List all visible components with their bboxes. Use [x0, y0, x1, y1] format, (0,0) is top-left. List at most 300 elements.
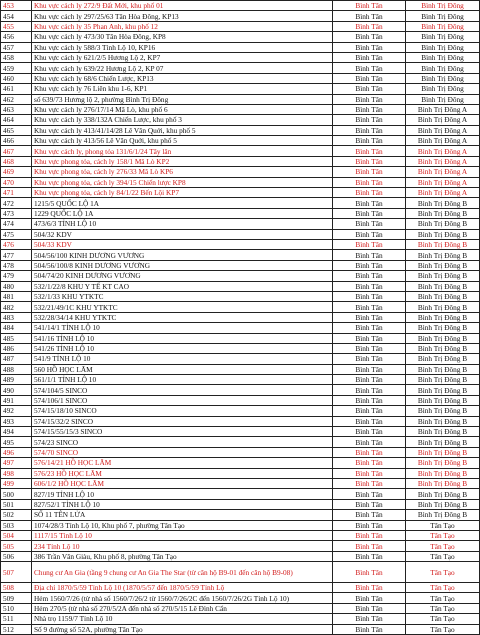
district-cell: Bình Tân	[333, 385, 406, 395]
district-cell: Bình Tân	[333, 188, 406, 198]
address-cell: Khu vực cách ly 413/56 Lê Văn Quới, khu phố 5	[32, 136, 333, 146]
row-number-cell: 496	[1, 447, 32, 457]
row-number-cell: 476	[1, 239, 32, 249]
row-number-cell: 487	[1, 354, 32, 364]
row-number-cell: 511	[1, 614, 32, 624]
row-number-cell: 483	[1, 312, 32, 322]
table-row	[1, 146, 480, 156]
district-cell: Bình Tân	[333, 52, 406, 62]
district-cell: Bình Tân	[333, 104, 406, 114]
district-cell: Bình Tân	[333, 260, 406, 270]
district-cell: Bình Tân	[333, 614, 406, 624]
district-cell: Bình Tân	[333, 291, 406, 301]
table-row	[1, 458, 480, 468]
row-number-cell: 469	[1, 167, 32, 177]
row-number-cell: 485	[1, 333, 32, 343]
address-cell: 574/70 SINCO	[32, 447, 333, 457]
ward-cell: Tân Tạo	[406, 603, 480, 613]
table-row	[1, 603, 480, 613]
ward-cell: Bình Trị Đông A	[406, 104, 480, 114]
district-cell: Bình Tân	[333, 198, 406, 208]
row-number-cell: 459	[1, 63, 32, 73]
address-cell: Khu vực cách ly 76 Liên khu 1-6, KP1	[32, 84, 333, 94]
row-number-cell: 504	[1, 530, 32, 540]
ward-cell: Tân Tạo	[406, 530, 480, 540]
table-row	[1, 551, 480, 561]
table-row	[1, 260, 480, 270]
ward-cell: Tân Tạo	[406, 562, 480, 583]
table-row	[1, 115, 480, 125]
table-row	[1, 177, 480, 187]
address-cell: 1229 QUỐC LỘ 1A	[32, 208, 333, 218]
ward-cell: Bình Trị Đông	[406, 84, 480, 94]
district-cell: Bình Tân	[333, 73, 406, 83]
table-row	[1, 499, 480, 509]
ward-cell: Tân Tạo	[406, 624, 480, 634]
ward-cell: Bình Trị Đông B	[406, 239, 480, 249]
ward-cell: Tân Tạo	[406, 583, 480, 593]
row-number-cell: 466	[1, 136, 32, 146]
ward-cell: Tân Tạo	[406, 541, 480, 551]
address-cell: 532/28/34/14 KHU YTKTC	[32, 312, 333, 322]
ward-cell: Bình Trị Đông	[406, 11, 480, 21]
district-cell: Bình Tân	[333, 250, 406, 260]
district-cell: Bình Tân	[333, 447, 406, 457]
table-row	[1, 562, 480, 583]
district-cell: Bình Tân	[333, 312, 406, 322]
table-row	[1, 406, 480, 416]
table-row	[1, 364, 480, 374]
table-row	[1, 281, 480, 291]
row-number-cell: 493	[1, 416, 32, 426]
row-number-cell: 509	[1, 593, 32, 603]
table-row	[1, 437, 480, 447]
ward-cell: Tân Tạo	[406, 551, 480, 561]
address-cell: 827/52/1 TỈNH LỘ 10	[32, 499, 333, 509]
address-cell: Khu vực cách ly 68/6 Chiến Lược, KP13	[32, 73, 333, 83]
ward-cell: Bình Trị Đông	[406, 73, 480, 83]
table-row	[1, 541, 480, 551]
ward-cell: Bình Trị Đông B	[406, 198, 480, 208]
ward-cell: Bình Trị Đông	[406, 1, 480, 11]
ward-cell: Bình Trị Đông B	[406, 510, 480, 520]
table-row	[1, 125, 480, 135]
address-cell: Nhà trọ 1159/7 Tỉnh Lộ 10	[32, 614, 333, 624]
address-cell: Địa chỉ 1870/5/59 Tỉnh Lộ 10 (1870/5/57 đến 1870/5/59 Tỉnh Lộ	[32, 583, 333, 593]
address-cell: 541/14/1 TỈNH LỘ 10	[32, 323, 333, 333]
table-row	[1, 343, 480, 353]
district-cell: Bình Tân	[333, 364, 406, 374]
row-number-cell: 506	[1, 551, 32, 561]
row-number-cell: 463	[1, 104, 32, 114]
row-number-cell: 512	[1, 624, 32, 634]
row-number-cell: 505	[1, 541, 32, 551]
address-cell: 541/16 TỈNH LỘ 10	[32, 333, 333, 343]
ward-cell: Bình Trị Đông B	[406, 364, 480, 374]
address-cell: 541/26 TỈNH LỘ 10	[32, 343, 333, 353]
table-row	[1, 427, 480, 437]
address-cell: 504/56/100 KINH DƯƠNG VƯƠNG	[32, 250, 333, 260]
table-row	[1, 416, 480, 426]
district-cell: Bình Tân	[333, 551, 406, 561]
ward-cell: Bình Trị Đông B	[406, 427, 480, 437]
ward-cell: Bình Trị Đông B	[406, 416, 480, 426]
table-row	[1, 593, 480, 603]
row-number-cell: 457	[1, 42, 32, 52]
address-cell: Khu vực cách ly 621/2/5 Hương Lộ 2, KP7	[32, 52, 333, 62]
row-number-cell: 478	[1, 260, 32, 270]
row-number-cell: 471	[1, 188, 32, 198]
address-cell: 504/32 KDV	[32, 229, 333, 239]
row-number-cell: 480	[1, 281, 32, 291]
district-cell: Bình Tân	[333, 406, 406, 416]
address-cell: Hẻm 270/5 (từ nhà số 270/5/2A đến nhà số 270/5/15 Lê Đình Cẩn	[32, 603, 333, 613]
row-number-cell: 498	[1, 468, 32, 478]
table-row	[1, 1, 480, 11]
address-cell: 532/21/49/1C KHU YTKTC	[32, 302, 333, 312]
ward-cell: Bình Trị Đông	[406, 94, 480, 104]
ward-cell: Bình Trị Đông B	[406, 229, 480, 239]
row-number-cell: 467	[1, 146, 32, 156]
district-cell: Bình Tân	[333, 84, 406, 94]
row-number-cell: 486	[1, 343, 32, 353]
address-cell: Số 9 đường số 52A, phường Tân Tạo	[32, 624, 333, 634]
row-number-cell: 473	[1, 208, 32, 218]
row-number-cell: 492	[1, 406, 32, 416]
ward-cell: Bình Trị Đông	[406, 42, 480, 52]
ward-cell: Bình Trị Đông B	[406, 354, 480, 364]
ward-cell: Bình Trị Đông B	[406, 291, 480, 301]
ward-cell: Bình Trị Đông B	[406, 395, 480, 405]
table-row	[1, 208, 480, 218]
ward-cell: Bình Trị Đông B	[406, 478, 480, 488]
row-number-cell: 501	[1, 499, 32, 509]
address-cell: Khu vực cách ly 297/25/63 Tân Hòa Đông, KP13	[32, 11, 333, 21]
ward-cell: Bình Trị Đông B	[406, 489, 480, 499]
ward-cell: Bình Trị Đông B	[406, 312, 480, 322]
row-number-cell: 508	[1, 583, 32, 593]
ward-cell: Bình Trị Đông A	[406, 136, 480, 146]
ward-cell: Bình Trị Đông A	[406, 146, 480, 156]
row-number-cell: 475	[1, 229, 32, 239]
district-cell: Bình Tân	[333, 302, 406, 312]
district-cell: Bình Tân	[333, 427, 406, 437]
table-row	[1, 239, 480, 249]
table-row	[1, 94, 480, 104]
district-cell: Bình Tân	[333, 593, 406, 603]
row-number-cell: 464	[1, 115, 32, 125]
row-number-cell: 470	[1, 177, 32, 187]
table-row	[1, 32, 480, 42]
ward-cell: Bình Trị Đông A	[406, 177, 480, 187]
district-cell: Bình Tân	[333, 499, 406, 509]
district-cell: Bình Tân	[333, 416, 406, 426]
table-row	[1, 188, 480, 198]
table-row	[1, 167, 480, 177]
address-cell: Khu vực phong tỏa, cách ly 394/15 Chiến lược KP8	[32, 177, 333, 187]
table-row	[1, 583, 480, 593]
address-cell: Khu vực phong tỏa, cách ly 158/1 Mã Lò KP2	[32, 156, 333, 166]
ward-cell: Tân Tạo	[406, 614, 480, 624]
row-number-cell: 454	[1, 11, 32, 21]
row-number-cell: 499	[1, 478, 32, 488]
district-cell: Bình Tân	[333, 156, 406, 166]
table-row	[1, 395, 480, 405]
ward-cell: Bình Trị Đông B	[406, 281, 480, 291]
ward-cell: Bình Trị Đông	[406, 52, 480, 62]
address-cell: 532/1/33 KHU YTKTC	[32, 291, 333, 301]
ward-cell: Bình Trị Đông	[406, 21, 480, 31]
row-number-cell: 500	[1, 489, 32, 499]
district-cell: Bình Tân	[333, 437, 406, 447]
address-cell: Khu vực phong tỏa, cách ly 276/33 Mã Lò KP6	[32, 167, 333, 177]
row-number-cell: 456	[1, 32, 32, 42]
district-cell: Bình Tân	[333, 32, 406, 42]
district-cell: Bình Tân	[333, 219, 406, 229]
ward-cell: Bình Trị Đông A	[406, 115, 480, 125]
address-cell: 1215/5 QUỐC LỘ 1A	[32, 198, 333, 208]
address-cell: Khu vực cách ly 272/9 Đất Mới, khu phố 01	[32, 1, 333, 11]
ward-cell: Bình Trị Đông A	[406, 125, 480, 135]
ward-cell: Bình Trị Đông B	[406, 333, 480, 343]
address-cell: Khu vực cách ly 338/132A Chiến Lược, khu phố 3	[32, 115, 333, 125]
table-row	[1, 447, 480, 457]
district-cell: Bình Tân	[333, 624, 406, 634]
district-cell: Bình Tân	[333, 94, 406, 104]
address-cell: Khu vực cách ly 35 Phan Anh, khu phố 12	[32, 21, 333, 31]
address-cell: 386 Trần Văn Giàu, Khu phố 8, phường Tân Tạo	[32, 551, 333, 561]
district-cell: Bình Tân	[333, 115, 406, 125]
table-row	[1, 219, 480, 229]
table-row	[1, 614, 480, 624]
address-cell: 576/23 HỒ HỌC LÃM	[32, 468, 333, 478]
table-row	[1, 229, 480, 239]
district-cell: Bình Tân	[333, 323, 406, 333]
address-cell: 574/15/32/2 SINCO	[32, 416, 333, 426]
ward-cell: Bình Trị Đông B	[406, 219, 480, 229]
district-cell: Bình Tân	[333, 520, 406, 530]
district-cell: Bình Tân	[333, 375, 406, 385]
table-row	[1, 624, 480, 634]
district-cell: Bình Tân	[333, 1, 406, 11]
row-number-cell: 510	[1, 603, 32, 613]
table-row	[1, 489, 480, 499]
district-cell: Bình Tân	[333, 146, 406, 156]
ward-cell: Bình Trị Đông B	[406, 260, 480, 270]
row-number-cell: 458	[1, 52, 32, 62]
address-cell: 574/106/1 SINCO	[32, 395, 333, 405]
ward-cell: Bình Trị Đông A	[406, 188, 480, 198]
table-row	[1, 323, 480, 333]
table-row	[1, 250, 480, 260]
district-cell: Bình Tân	[333, 562, 406, 583]
ward-cell: Bình Trị Đông B	[406, 468, 480, 478]
ward-cell: Bình Trị Đông B	[406, 323, 480, 333]
table-row	[1, 84, 480, 94]
address-cell: 827/19 TỈNH LỘ 10	[32, 489, 333, 499]
district-cell: Bình Tân	[333, 208, 406, 218]
row-number-cell: 497	[1, 458, 32, 468]
address-cell: 560 HỒ HỌC LÃM	[32, 364, 333, 374]
ward-cell: Bình Trị Đông B	[406, 447, 480, 457]
ward-cell: Bình Trị Đông A	[406, 156, 480, 166]
row-number-cell: 481	[1, 291, 32, 301]
row-number-cell: 490	[1, 385, 32, 395]
district-cell: Bình Tân	[333, 63, 406, 73]
address-cell: 574/23 SINCO	[32, 437, 333, 447]
address-cell: 504/74/20 KINH DƯƠNG VƯƠNG	[32, 271, 333, 281]
row-number-cell: 453	[1, 1, 32, 11]
table-row	[1, 291, 480, 301]
row-number-cell: 482	[1, 302, 32, 312]
row-number-cell: 491	[1, 395, 32, 405]
district-cell: Bình Tân	[333, 478, 406, 488]
table-row	[1, 52, 480, 62]
district-cell: Bình Tân	[333, 541, 406, 551]
table-row	[1, 478, 480, 488]
row-number-cell: 503	[1, 520, 32, 530]
table-row	[1, 530, 480, 540]
address-cell: Khu vực cách ly, phong tỏa 131/6/1/24 Tây lân	[32, 146, 333, 156]
district-cell: Bình Tân	[333, 458, 406, 468]
row-number-cell: 462	[1, 94, 32, 104]
row-number-cell: 489	[1, 375, 32, 385]
row-number-cell: 494	[1, 427, 32, 437]
table-row	[1, 104, 480, 114]
row-number-cell: 461	[1, 84, 32, 94]
district-cell: Bình Tân	[333, 21, 406, 31]
row-number-cell: 455	[1, 21, 32, 31]
table-row	[1, 333, 480, 343]
address-cell: 561/1/1 TỈNH LỘ 10	[32, 375, 333, 385]
row-number-cell: 484	[1, 323, 32, 333]
row-number-cell: 477	[1, 250, 32, 260]
district-cell: Bình Tân	[333, 395, 406, 405]
district-cell: Bình Tân	[333, 343, 406, 353]
ward-cell: Tân Tạo	[406, 593, 480, 603]
address-cell: 473/6/3 TỈNH LỘ 10	[32, 219, 333, 229]
ward-cell: Bình Trị Đông	[406, 63, 480, 73]
address-cell: 574/104/5 SINCO	[32, 385, 333, 395]
table-row	[1, 271, 480, 281]
district-cell: Bình Tân	[333, 281, 406, 291]
table-row	[1, 468, 480, 478]
ward-cell: Bình Trị Đông B	[406, 250, 480, 260]
ward-cell: Bình Trị Đông A	[406, 167, 480, 177]
address-cell: 541/9 TỈNH LỘ 10	[32, 354, 333, 364]
row-number-cell: 502	[1, 510, 32, 520]
district-cell: Bình Tân	[333, 333, 406, 343]
address-cell: Chung cư An Gia (tầng 9 chung cư An Gia The Star (từ căn hộ B9-01 đến căn hộ B9-08)	[32, 562, 333, 583]
address-cell: 504/33 KDV	[32, 239, 333, 249]
district-cell: Bình Tân	[333, 354, 406, 364]
address-cell: Khu vực cách ly 639/22 Hương Lộ 2, KP 07	[32, 63, 333, 73]
district-cell: Bình Tân	[333, 239, 406, 249]
address-cell: 1117/15 Tỉnh Lộ 10	[32, 530, 333, 540]
ward-cell: Bình Trị Đông B	[406, 437, 480, 447]
table-row	[1, 385, 480, 395]
district-cell: Bình Tân	[333, 42, 406, 52]
address-cell: 532/1/22/8 KHU Y TẾ KT CAO	[32, 281, 333, 291]
ward-cell: Bình Trị Đông B	[406, 375, 480, 385]
row-number-cell: 507	[1, 562, 32, 583]
address-cell: SỐ 11 TÊN LỬA	[32, 510, 333, 520]
ward-cell: Bình Trị Đông	[406, 32, 480, 42]
district-cell: Bình Tân	[333, 136, 406, 146]
address-cell: số 639/73 Hương lộ 2, phường Bình Trị Đông	[32, 94, 333, 104]
row-number-cell: 460	[1, 73, 32, 83]
address-cell: Khu vực cách ly 276/17/14 Mã Lò, khu phố 6	[32, 104, 333, 114]
table-row	[1, 354, 480, 364]
address-cell: Khu vực cách ly 413/41/14/28 Lê Văn Quới, khu phố 5	[32, 125, 333, 135]
table-row	[1, 21, 480, 31]
table-body	[1, 1, 480, 635]
address-cell: 606/1/2 HỒ HỌC LÃM	[32, 478, 333, 488]
ward-cell: Bình Trị Đông B	[406, 208, 480, 218]
address-cell: 574/15/18/10 SINCO	[32, 406, 333, 416]
ward-cell: Bình Trị Đông B	[406, 343, 480, 353]
table-row	[1, 198, 480, 208]
district-cell: Bình Tân	[333, 603, 406, 613]
ward-cell: Bình Trị Đông B	[406, 499, 480, 509]
address-cell: 574/15/55/15/3 SINCO	[32, 427, 333, 437]
row-number-cell: 474	[1, 219, 32, 229]
ward-cell: Bình Trị Đông B	[406, 302, 480, 312]
district-cell: Bình Tân	[333, 271, 406, 281]
table-row	[1, 302, 480, 312]
row-number-cell: 495	[1, 437, 32, 447]
table-row	[1, 375, 480, 385]
ward-cell: Bình Trị Đông B	[406, 271, 480, 281]
row-number-cell: 488	[1, 364, 32, 374]
address-cell: Khu vực phong tỏa, cách ly 84/1/22 Bến Lội KP7	[32, 188, 333, 198]
ward-cell: Bình Trị Đông B	[406, 406, 480, 416]
row-number-cell: 468	[1, 156, 32, 166]
table-row	[1, 510, 480, 520]
district-cell: Bình Tân	[333, 489, 406, 499]
ward-cell: Bình Trị Đông B	[406, 458, 480, 468]
ward-cell: Tân Tạo	[406, 520, 480, 530]
row-number-cell: 465	[1, 125, 32, 135]
district-cell: Bình Tân	[333, 167, 406, 177]
district-cell: Bình Tân	[333, 583, 406, 593]
address-cell: Khu vực cách ly 588/3 Tỉnh Lộ 10, KP16	[32, 42, 333, 52]
table-row	[1, 520, 480, 530]
district-cell: Bình Tân	[333, 125, 406, 135]
table-row	[1, 156, 480, 166]
address-cell: 576/14/21 HỒ HỌC LÃM	[32, 458, 333, 468]
district-cell: Bình Tân	[333, 468, 406, 478]
address-cell: Khu vực cách ly 473/30 Tân Hòa Đông, KP8	[32, 32, 333, 42]
table-row	[1, 136, 480, 146]
district-cell: Bình Tân	[333, 11, 406, 21]
table-row	[1, 42, 480, 52]
table-row	[1, 312, 480, 322]
address-cell: 234 Tỉnh Lộ 10	[32, 541, 333, 551]
district-cell: Bình Tân	[333, 177, 406, 187]
district-cell: Bình Tân	[333, 510, 406, 520]
table-row	[1, 11, 480, 21]
table-row	[1, 63, 480, 73]
ward-cell: Bình Trị Đông B	[406, 385, 480, 395]
district-cell: Bình Tân	[333, 530, 406, 540]
table-row	[1, 73, 480, 83]
district-cell: Bình Tân	[333, 229, 406, 239]
row-number-cell: 479	[1, 271, 32, 281]
row-number-cell: 472	[1, 198, 32, 208]
address-cell: Hẻm 1560/7/26 (từ nhà số 1560/7/26/2 từ 1560/7/26/2C đến 1560/7/26/2G Tỉnh Lộ 10)	[32, 593, 333, 603]
address-cell: 1074/28/3 Tỉnh Lộ 10, Khu phố 7, phường Tân Tạo	[32, 520, 333, 530]
